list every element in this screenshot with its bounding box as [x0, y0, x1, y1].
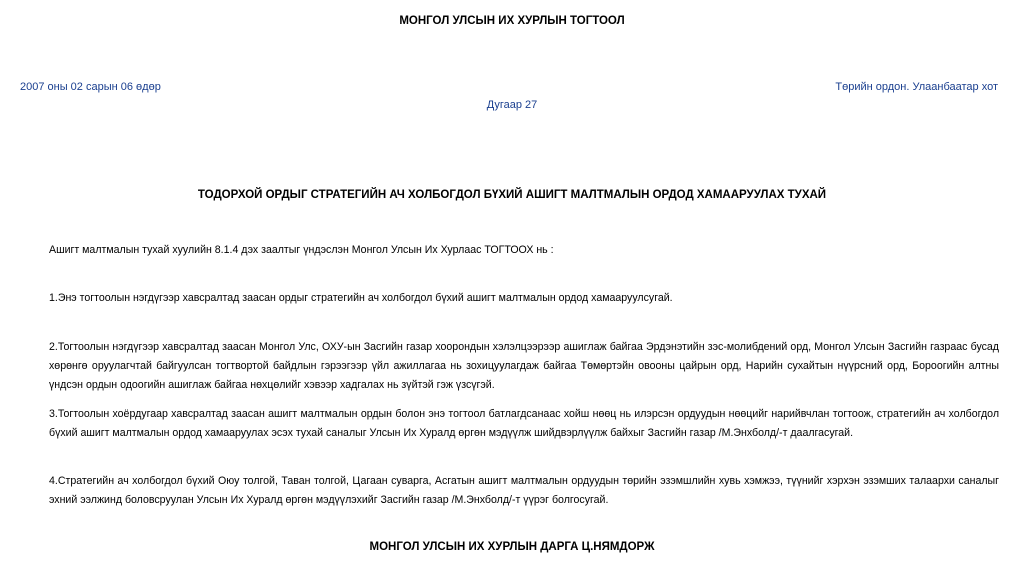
- paragraph-3: 3.Тогтоолын хоёрдугаар хавсралтад заасан ашигт малтмалын ордын болон энэ тогтоол батлагдсанаас хойш нөөц нь илэрсэн ордуудын нөөцийг нарийвчлан тогтоож, стратегийн ач холбогдол бүхий ашигт малтмалын ордод хамааруулах эсэх тухай саналыг Улсын Их Хуралд өргөн мэдүүлж шийдвэрлүүлж байхыг Засгийн газар /М.Энхболд/-т даалгасугай.: [49, 408, 999, 439]
- paragraph-2: 2.Тогтоолын нэгдүгээр хавсралтад заасан Монгол Улс, ОХУ-ын Засгийн газар хоорондын хэлэлцээрээр ашиглаж байгаа Эрдэнэтийн зэс-молибдений орд, Монгол Улсын Засгийн газраас бусад хөрөнгө оруулагчтай байгуулсан тогтвортой байдлын гэрээгээр үйл ажиллагаа нь зохицуулагдаж байгаа Төмөртэйн овооны цайрын орд, Нарийн сухайтын нүүрсний орд, Бороогийн алтны үндсэн ордын одоогийн ашиглаж байгаа нөхцөлийг хэвээр хадгалах нь зүйтэй гэж үзсүгэй.: [49, 341, 999, 391]
- signature: МОНГОЛ УЛСЫН ИХ ХУРЛЫН ДАРГА Ц.НЯМДОРЖ: [369, 541, 655, 553]
- resolution-number: Дугаар 27: [486, 99, 538, 111]
- resolution-date: 2007 оны 02 сарын 06 өдөр: [20, 81, 161, 93]
- intro-paragraph: Ашигт малтмалын тухай хуулийн 8.1.4 дэх заалтыг үндэслэн Монгол Улсын Их Хурлаас ТОГТООХ нь :: [49, 244, 554, 256]
- paragraph-1: 1.Энэ тогтоолын нэгдүгээр хавсралтад заасан ордыг стратегийн ач холбогдол бүхий ашигт малтмалын ордод хамааруулсугай.: [49, 292, 673, 304]
- resolution-title: ТОДОРХОЙ ОРДЫГ СТРАТЕГИЙН АЧ ХОЛБОГДОЛ БҮХИЙ АШИГТ МАЛТМАЛЫН ОРДОД ХАМААРУУЛАХ ТУХАЙ: [197, 189, 827, 201]
- document-title: МОНГОЛ УЛСЫН ИХ ХУРЛЫН ТОГТООЛ: [399, 15, 625, 27]
- resolution-place: Төрийн ордон. Улаанбаатар хот: [835, 81, 998, 93]
- paragraph-4: 4.Стратегийн ач холбогдол бүхий Оюу толгой, Таван толгой, Цагаан суварга, Асгатын ашигт малтмалын ордуудын төрийн эзэмшлийн хувь хэмжээ, түүнийг хэрхэн эзэмших талаархи саналыг эхний ээлжинд боловсруулан Улсын Их Хуралд өргөн мэдүүлэхийг Засгийн газар /М.Энхболд/-т үүрэг болгосугай.: [49, 475, 999, 506]
